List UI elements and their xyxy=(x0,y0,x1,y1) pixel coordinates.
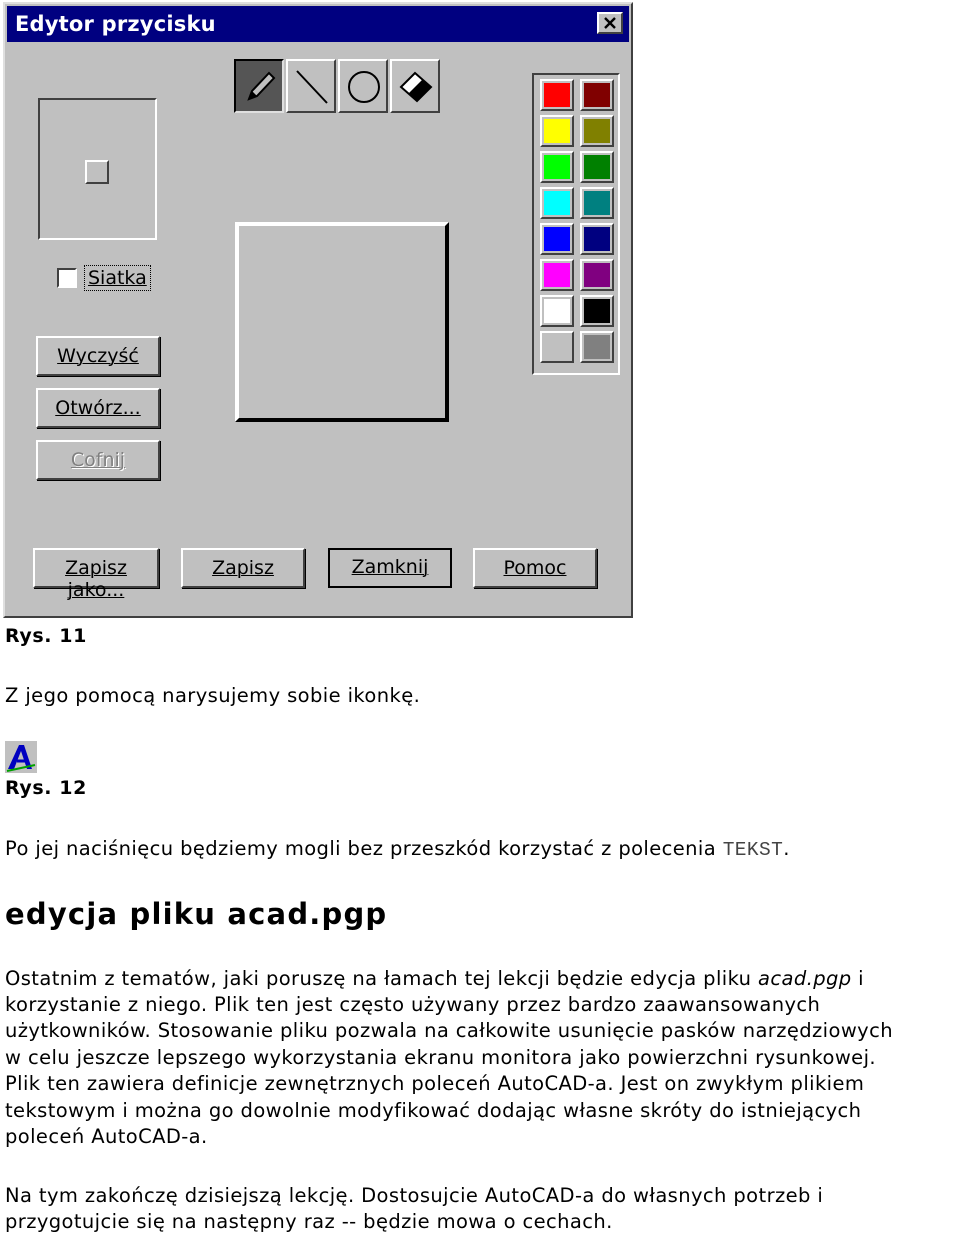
drawing-canvas[interactable] xyxy=(235,222,449,422)
color-swatch[interactable] xyxy=(540,115,574,147)
color-swatch[interactable] xyxy=(540,187,574,219)
line-tool[interactable] xyxy=(286,59,336,113)
paragraph-4-line-2: przygotujcie się na następny raz -- będzie mowa o cechach. xyxy=(5,1210,613,1233)
undo-button-label: Cofnij xyxy=(70,449,126,471)
paragraph-3-line-3: użytkowników. Stosowanie pliku pozwala na całkowite usunięcie pasków narzędziowych xyxy=(5,1019,893,1042)
grid-checkbox-label[interactable]: Siatka xyxy=(85,266,150,290)
pencil-icon xyxy=(241,67,279,107)
figure-caption-11: Rys. 11 xyxy=(5,625,87,647)
figure-caption-12: Rys. 12 xyxy=(5,777,87,799)
color-swatch[interactable] xyxy=(580,295,614,327)
color-swatch[interactable] xyxy=(580,331,614,363)
icon-preview xyxy=(38,98,157,240)
circle-icon xyxy=(345,67,383,107)
color-swatch[interactable] xyxy=(580,187,614,219)
color-palette xyxy=(532,73,620,375)
paragraph-3-line-5: Plik ten zawiera definicje zewnętrznych poleceń AutoCAD-a. Jest on zwykłym plikiem xyxy=(5,1072,865,1095)
color-swatch[interactable] xyxy=(540,331,574,363)
open-button-label: Otwórz... xyxy=(55,397,141,419)
para3-text-a: Ostatnim z tematów, jaki poruszę na łamach tej lekcji będzie edycja pliku xyxy=(5,967,759,990)
swatch-fill xyxy=(584,155,610,179)
swatch-fill xyxy=(584,335,610,359)
close-dialog-button-label: Zamknij xyxy=(351,556,429,578)
eraser-tool[interactable] xyxy=(390,59,440,113)
swatch-fill xyxy=(544,263,570,287)
save-as-button-label: Zapisz jako... xyxy=(65,557,127,601)
color-swatch[interactable] xyxy=(580,151,614,183)
close-dialog-button[interactable] xyxy=(328,548,452,588)
swatch-fill xyxy=(544,83,570,107)
section-heading: edycja pliku acad.pgp xyxy=(5,897,388,931)
swatch-fill xyxy=(584,83,610,107)
help-button[interactable] xyxy=(473,548,597,588)
color-swatch[interactable] xyxy=(580,223,614,255)
help-button-label: Pomoc xyxy=(503,557,567,579)
swatch-fill xyxy=(584,191,610,215)
grid-checkbox[interactable] xyxy=(57,268,77,288)
eraser-icon xyxy=(397,67,435,107)
paragraph-3-line-6: tekstowym i można go dowolnie modyfikować dodając własne skróty do istniejących xyxy=(5,1099,862,1122)
swatch-fill xyxy=(584,299,610,323)
swatch-fill xyxy=(544,119,570,143)
filename-italic: acad.pgp xyxy=(758,967,852,990)
autocad-text-icon xyxy=(5,741,37,773)
save-as-button[interactable] xyxy=(33,548,159,601)
color-swatch[interactable] xyxy=(540,223,574,255)
swatch-fill xyxy=(544,335,570,359)
pencil-tool[interactable] xyxy=(234,59,284,113)
color-swatch[interactable] xyxy=(540,295,574,327)
undo-button[interactable] xyxy=(36,440,160,480)
command-text: TEKST xyxy=(722,839,784,861)
swatch-fill xyxy=(544,191,570,215)
drawing-tools xyxy=(234,59,438,113)
clear-button[interactable] xyxy=(36,336,160,376)
clear-button-label: Wyczyść xyxy=(57,345,139,367)
paragraph-3-line-2: korzystanie z niego. Plik ten jest często używany przez bardzo zaawansowanych xyxy=(5,993,821,1016)
paragraph-3-line-1 xyxy=(5,966,864,993)
color-swatch[interactable] xyxy=(580,79,614,111)
preview-button xyxy=(85,160,109,184)
paragraph-2-end: . xyxy=(783,837,790,860)
color-swatch[interactable] xyxy=(580,115,614,147)
close-button[interactable] xyxy=(597,12,623,34)
paragraph-4-line-1: Na tym zakończę dzisiejszą lekcję. Dostosujcie AutoCAD-a do własnych potrzeb i xyxy=(5,1184,824,1207)
save-button-label: Zapisz xyxy=(212,557,274,579)
color-swatch[interactable] xyxy=(540,259,574,291)
paragraph-1: Z jego pomocą narysujemy sobie ikonkę. xyxy=(5,684,421,707)
paragraph-3-line-7: poleceń AutoCAD-a. xyxy=(5,1125,208,1148)
para3-text-b: i xyxy=(851,967,864,990)
circle-tool[interactable] xyxy=(338,59,388,113)
swatch-fill xyxy=(544,155,570,179)
paragraph-3-line-4: w celu jeszcze lepszego wykorzystania ekranu monitora jako powierzchni rysunkowej. xyxy=(5,1046,876,1069)
color-swatch[interactable] xyxy=(540,151,574,183)
open-button[interactable] xyxy=(36,388,160,428)
title-bar[interactable] xyxy=(7,6,629,42)
paragraph-2 xyxy=(5,836,790,864)
swatch-fill xyxy=(584,119,610,143)
line-icon xyxy=(293,67,331,107)
color-swatch[interactable] xyxy=(540,79,574,111)
save-button[interactable] xyxy=(181,548,305,588)
button-editor-dialog xyxy=(3,2,633,618)
swatch-fill xyxy=(544,227,570,251)
color-swatch[interactable] xyxy=(580,259,614,291)
paragraph-2-text: Po jej naciśnięcu będziemy mogli bez przeszkód korzystać z polecenia xyxy=(5,837,723,860)
dialog-title: Edytor przycisku xyxy=(15,12,216,36)
swatch-fill xyxy=(584,227,610,251)
close-icon xyxy=(604,17,616,29)
swatch-fill xyxy=(584,263,610,287)
swatch-fill xyxy=(544,299,570,323)
